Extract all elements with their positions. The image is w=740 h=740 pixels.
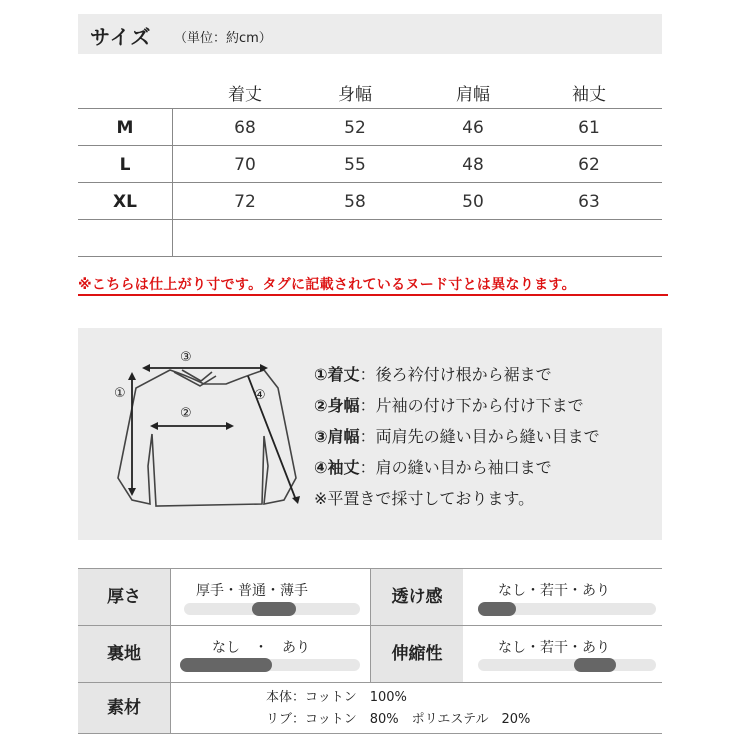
table-divider <box>78 219 662 220</box>
section-header <box>78 14 662 54</box>
thickness-indicator <box>252 602 296 616</box>
table-cell: 52 <box>344 118 366 138</box>
table-cell: 70 <box>234 155 256 175</box>
size-note: ※こちらは仕上がり寸です。タグに記載されているヌード寸とは異なります。 <box>78 277 576 293</box>
arrow-head <box>142 364 150 372</box>
measurement-footnote: ※平置きで採寸しております。 <box>314 489 535 508</box>
table-cell: 68 <box>234 118 256 138</box>
stretch-indicator <box>574 658 616 672</box>
arrow-head <box>150 422 158 430</box>
lining-indicator <box>180 658 272 672</box>
table-cell: 58 <box>344 192 366 212</box>
thickness-options: 厚手・普通・薄手 <box>196 583 308 599</box>
arrow-head <box>292 496 300 504</box>
thickness-label: 厚さ <box>78 569 170 625</box>
table-divider <box>78 108 662 109</box>
table-cell: 61 <box>578 118 600 138</box>
grid-line <box>170 568 171 734</box>
lining-options: なし ・ あり <box>212 640 310 656</box>
measurement-item: ②身幅：片袖の付け下から付け下まで <box>314 396 584 415</box>
diagram-label-3: ③ <box>180 350 192 365</box>
table-divider <box>78 145 662 146</box>
diagram-label-2: ② <box>180 406 192 421</box>
arrow-head <box>226 422 234 430</box>
stretch-options: なし・若干・あり <box>498 640 610 656</box>
table-column-divider <box>172 108 173 256</box>
table-divider <box>78 256 662 257</box>
diagram-label-4: ④ <box>254 388 266 403</box>
measurement-item: ①着丈：後ろ衿付け根から裾まで <box>314 365 552 384</box>
table-cell: 46 <box>462 118 484 138</box>
material-line: 本体：コットン 100% <box>266 690 407 705</box>
column-header: 肩幅 <box>456 85 490 105</box>
table-cell: 48 <box>462 155 484 175</box>
row-header-size: L <box>119 155 131 175</box>
unit-label: （単位：約cm） <box>174 31 272 46</box>
table-cell: 72 <box>234 192 256 212</box>
section-title: サイズ <box>90 25 152 49</box>
table-cell: 63 <box>578 192 600 212</box>
property-table <box>78 568 662 734</box>
column-header: 着丈 <box>228 85 262 105</box>
column-header: 袖丈 <box>572 85 606 105</box>
stretch-label: 伸縮性 <box>371 626 463 682</box>
table-cell: 62 <box>578 155 600 175</box>
table-divider <box>78 182 662 183</box>
measurement-item: ③肩幅：両肩先の縫い目から縫い目まで <box>314 427 600 446</box>
grid-line <box>78 733 662 734</box>
arrow-head <box>128 372 136 380</box>
table-cell: 50 <box>462 192 484 212</box>
measurement-item: ④袖丈：肩の縫い目から袖口まで <box>314 458 552 477</box>
table-cell: 55 <box>344 155 366 175</box>
material-label: 素材 <box>78 683 170 733</box>
column-header: 身幅 <box>338 85 372 105</box>
lining-label: 裏地 <box>78 626 170 682</box>
transparency-indicator <box>478 602 516 616</box>
transparency-options: なし・若干・あり <box>498 583 610 599</box>
transparency-label: 透け感 <box>371 569 463 625</box>
diagram-label-1: ① <box>114 386 126 401</box>
material-line: リブ：コットン 80% ポリエステル 20% <box>266 712 531 727</box>
row-header-size: XL <box>113 192 137 212</box>
stretch-scale <box>478 659 656 671</box>
row-header-size: M <box>116 118 134 138</box>
note-underline <box>78 294 668 296</box>
shirt-outline <box>118 370 296 506</box>
